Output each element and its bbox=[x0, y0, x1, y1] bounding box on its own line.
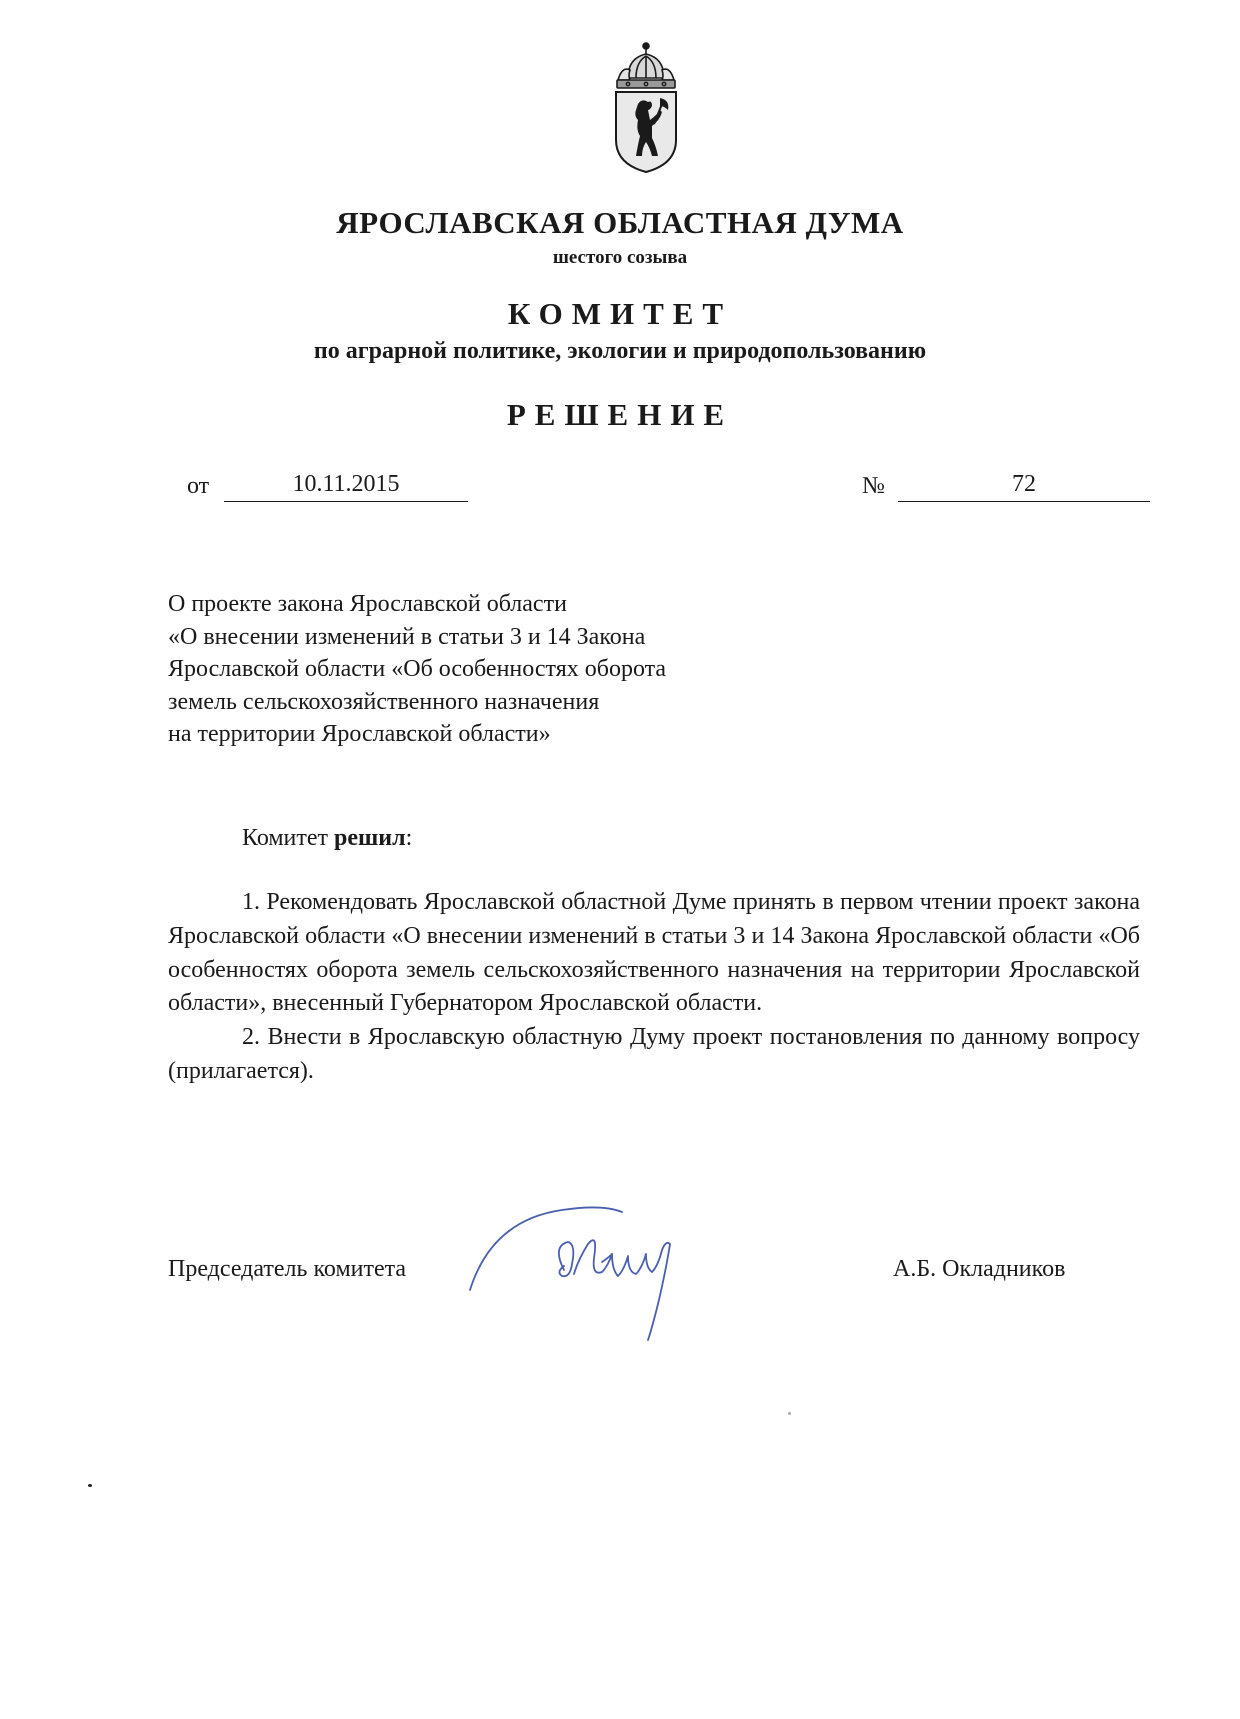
committee-title: КОМИТЕТ bbox=[507, 296, 733, 331]
subject-line: Ярославской области «Об особенностях оборота bbox=[168, 656, 667, 682]
decision-intro-prefix: Комитет bbox=[242, 825, 335, 851]
signer-name: А.Б. Окладников bbox=[893, 1256, 1066, 1282]
convocation-subtitle: шестого созыва bbox=[552, 247, 688, 268]
document-type-heading: РЕШЕНИЕ bbox=[506, 397, 734, 432]
subject-line: на территории Ярославской области» bbox=[168, 721, 551, 747]
decision-item: 2. Внести в Ярославскую областную Думу проект постановления по данному вопросу (прилагается). bbox=[168, 1024, 1140, 1084]
decision-items bbox=[168, 886, 1140, 1089]
coat-of-arms-icon bbox=[608, 40, 684, 175]
decision-intro-suffix: : bbox=[405, 825, 413, 851]
decision-intro bbox=[242, 825, 412, 852]
date-value: 10.11.2015 bbox=[224, 470, 468, 502]
subject-line: О проекте закона Ярославской области bbox=[168, 591, 567, 617]
date-label: от bbox=[187, 473, 210, 499]
decision-intro-verb: решил bbox=[334, 825, 406, 851]
decision-item: 1. Рекомендовать Ярославской областной Думе принять в первом чтении проект закона Ярославской области «О внесении изменений в статьи 3 и 14 Закона Ярославской области «Об особенностях оборота земель сельскохозяйственного назначения на территории Ярославской области», внесенный Губернатором Ярославской области. bbox=[168, 889, 1140, 1017]
number-value: 72 bbox=[898, 470, 1150, 502]
number-label: № bbox=[862, 473, 885, 499]
subject-line: земель сельскохозяйственного назначения bbox=[168, 688, 600, 715]
handwritten-signature bbox=[452, 1180, 752, 1350]
signer-title: Председатель комитета bbox=[168, 1256, 407, 1282]
committee-description: по аграрной политике, экологии и природопользованию bbox=[313, 338, 927, 364]
organization-title: ЯРОСЛАВСКАЯ ОБЛАСТНАЯ ДУМА bbox=[336, 205, 904, 240]
scan-speck bbox=[88, 1484, 92, 1487]
subject-line: «О внесении изменений в статьи 3 и 14 Закона bbox=[168, 623, 646, 650]
scan-speck bbox=[788, 1412, 791, 1415]
subject-block bbox=[168, 588, 868, 751]
